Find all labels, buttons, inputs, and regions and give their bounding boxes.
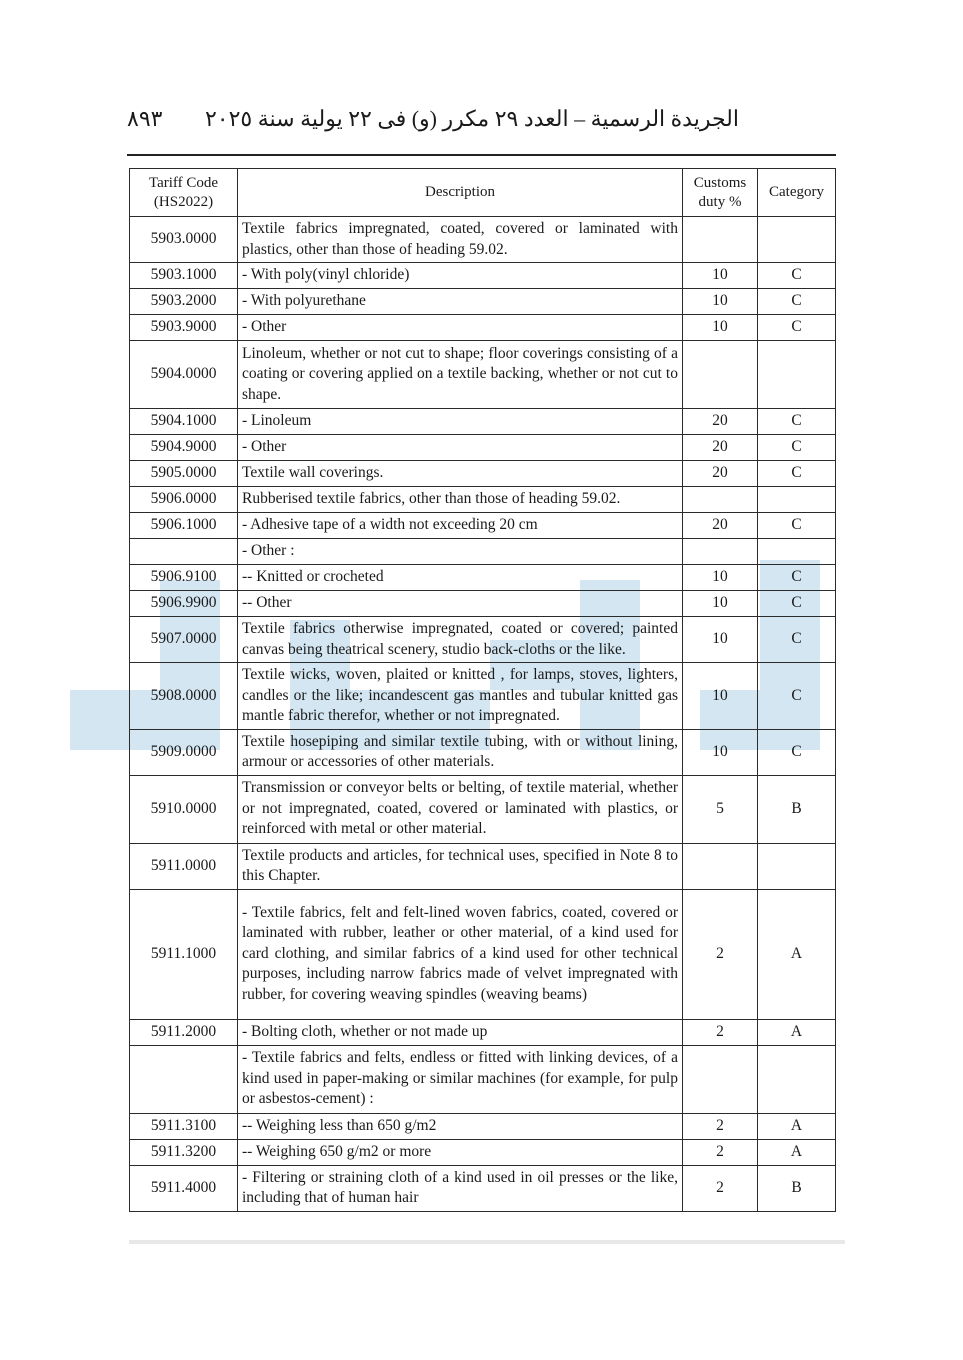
tariff-code-cell: 5909.0000 [130, 729, 238, 775]
category-cell [758, 487, 836, 513]
description-cell: - Other : [238, 539, 683, 565]
table-row [130, 843, 836, 889]
table-row [130, 1139, 836, 1165]
description-cell: Transmission or conveyor belts or belting, of textile material, whether or not impregnated, coated, covered or laminated with plastics, or reinforced with metal or other material. [238, 775, 683, 843]
customs-duty-cell [683, 341, 758, 409]
description-cell: - Textile fabrics, felt and felt-lined woven fabrics, coated, covered or laminated with rubber, leather or other material, of a kind used for card clothing, and similar fabrics of a kind used for other technical purposes, including narrow fabrics made of velvet impregnated with rubber, for covering weaving spindles (weaving beams) [238, 889, 683, 1019]
category-cell: C [758, 409, 836, 435]
description-cell: - Linoleum [238, 409, 683, 435]
customs-duty-cell: 20 [683, 409, 758, 435]
table-row [130, 1045, 836, 1113]
category-cell [758, 1045, 836, 1113]
customs-duty-cell: 5 [683, 775, 758, 843]
table-row [130, 775, 836, 843]
table-row [130, 263, 836, 289]
tariff-code-cell: 5910.0000 [130, 775, 238, 843]
tariff-code-cell: 5911.3100 [130, 1113, 238, 1139]
description-cell: Textile hosepiping and similar textile tubing, with or without lining, armour or accessories of other materials. [238, 729, 683, 775]
tariff-code-cell: 5908.0000 [130, 663, 238, 730]
tariff-code-cell [130, 539, 238, 565]
description-cell: -- Other [238, 591, 683, 617]
customs-duty-cell: 2 [683, 1139, 758, 1165]
description-cell: Textile products and articles, for technical uses, specified in Note 8 to this Chapter. [238, 843, 683, 889]
tariff-code-cell: 5903.1000 [130, 263, 238, 289]
page-edge [129, 1240, 845, 1244]
category-cell: B [758, 1165, 836, 1211]
customs-duty-cell: 10 [683, 617, 758, 663]
category-cell: C [758, 565, 836, 591]
table-row [130, 341, 836, 409]
customs-duty-cell: 10 [683, 591, 758, 617]
table-row [130, 1165, 836, 1211]
description-cell: - Textile fabrics and felts, endless or fitted with linking devices, of a kind used in paper-making or similar machines (for example, for pulp or asbestos-cement) : [238, 1045, 683, 1113]
description-cell: Textile fabrics otherwise impregnated, coated or covered; painted canvas being theatrical scenery, studio back-cloths or the like. [238, 617, 683, 663]
customs-duty-cell: 10 [683, 729, 758, 775]
tariff-code-cell: 5911.2000 [130, 1019, 238, 1045]
tariff-code-cell: 5904.0000 [130, 341, 238, 409]
customs-duty-cell: 2 [683, 1165, 758, 1211]
description-cell: Textile fabrics impregnated, coated, covered or laminated with plastics, other than those of heading 59.02. [238, 217, 683, 263]
customs-duty-cell: 2 [683, 1113, 758, 1139]
description-cell: -- Weighing less than 650 g/m2 [238, 1113, 683, 1139]
table-row [130, 1019, 836, 1045]
customs-duty-cell: 2 [683, 889, 758, 1019]
category-cell: C [758, 663, 836, 730]
table-row [130, 565, 836, 591]
tariff-code-cell: 5906.0000 [130, 487, 238, 513]
header-category: Category [758, 169, 836, 217]
tariff-code-cell: 5905.0000 [130, 461, 238, 487]
table-row [130, 409, 836, 435]
description-cell: Linoleum, whether or not cut to shape; floor coverings consisting of a coating or covering applied on a textile backing, whether or not cut to shape. [238, 341, 683, 409]
description-cell: - Adhesive tape of a width not exceeding 20 cm [238, 513, 683, 539]
description-cell: Rubberised textile fabrics, other than those of heading 59.02. [238, 487, 683, 513]
table-row [130, 435, 836, 461]
customs-duty-cell: 2 [683, 1019, 758, 1045]
table-row [130, 591, 836, 617]
table-row [130, 315, 836, 341]
header-tariff-code: Tariff Code (HS2022) [130, 169, 238, 217]
tariff-table [129, 168, 836, 1212]
table-row [130, 487, 836, 513]
tariff-code-cell: 5911.1000 [130, 889, 238, 1019]
category-cell: A [758, 889, 836, 1019]
description-cell: - With polyurethane [238, 289, 683, 315]
category-cell: C [758, 617, 836, 663]
customs-duty-cell [683, 539, 758, 565]
customs-duty-cell [683, 487, 758, 513]
category-cell: C [758, 513, 836, 539]
description-cell: - Other [238, 315, 683, 341]
category-cell: A [758, 1113, 836, 1139]
customs-duty-cell [683, 1045, 758, 1113]
category-cell [758, 843, 836, 889]
tariff-code-cell: 5907.0000 [130, 617, 238, 663]
customs-duty-cell: 10 [683, 315, 758, 341]
page-number: ٨٩٣ [127, 106, 163, 131]
customs-duty-cell [683, 843, 758, 889]
description-cell: Textile wall coverings. [238, 461, 683, 487]
tariff-code-cell: 5903.2000 [130, 289, 238, 315]
tariff-code-cell: 5911.0000 [130, 843, 238, 889]
table-row [130, 217, 836, 263]
tariff-code-cell [130, 1045, 238, 1113]
tariff-code-cell: 5911.4000 [130, 1165, 238, 1211]
table-row [130, 663, 836, 730]
tariff-code-cell: 5904.1000 [130, 409, 238, 435]
header-divider [127, 154, 836, 156]
description-cell: - Other [238, 435, 683, 461]
category-cell: C [758, 315, 836, 341]
description-cell: - With poly(vinyl chloride) [238, 263, 683, 289]
category-cell: C [758, 263, 836, 289]
customs-duty-cell: 10 [683, 263, 758, 289]
category-cell [758, 341, 836, 409]
customs-duty-cell [683, 217, 758, 263]
description-cell: - Bolting cloth, whether or not made up [238, 1019, 683, 1045]
description-cell: - Filtering or straining cloth of a kind used in oil presses or the like, including that of human hair [238, 1165, 683, 1211]
table-row [130, 539, 836, 565]
description-cell: Textile wicks, woven, plaited or knitted , for lamps, stoves, lighters, candles or the like; incandescent gas mantles and tubular knitted gas mantle fabric therefor, whether or not impregnated. [238, 663, 683, 730]
tariff-code-cell: 5906.1000 [130, 513, 238, 539]
table-body [130, 217, 836, 1212]
description-cell: -- Knitted or crocheted [238, 565, 683, 591]
tariff-code-cell: 5904.9000 [130, 435, 238, 461]
customs-duty-cell: 20 [683, 461, 758, 487]
tariff-code-cell: 5906.9100 [130, 565, 238, 591]
page-header [127, 104, 836, 144]
table-header-row [130, 169, 836, 217]
tariff-table-container [129, 168, 835, 1212]
category-cell: C [758, 729, 836, 775]
table-row [130, 461, 836, 487]
header-description: Description [238, 169, 683, 217]
customs-duty-cell: 10 [683, 289, 758, 315]
category-cell: A [758, 1139, 836, 1165]
tariff-code-cell: 5903.0000 [130, 217, 238, 263]
customs-duty-cell: 20 [683, 513, 758, 539]
category-cell [758, 217, 836, 263]
table-row [130, 729, 836, 775]
table-row [130, 1113, 836, 1139]
category-cell: C [758, 461, 836, 487]
gazette-title: الجريدة الرسمية – العدد ٢٩ مكرر (و) فى ٢٢ يولية سنة ٢٠٢٥ [204, 106, 739, 131]
customs-duty-cell: 20 [683, 435, 758, 461]
category-cell: B [758, 775, 836, 843]
header-customs-duty: Customs duty % [683, 169, 758, 217]
description-cell: -- Weighing 650 g/m2 or more [238, 1139, 683, 1165]
table-row [130, 617, 836, 663]
table-row [130, 889, 836, 1019]
category-cell: A [758, 1019, 836, 1045]
tariff-code-cell: 5906.9900 [130, 591, 238, 617]
tariff-code-cell: 5903.9000 [130, 315, 238, 341]
category-cell [758, 539, 836, 565]
category-cell: C [758, 289, 836, 315]
customs-duty-cell: 10 [683, 565, 758, 591]
category-cell: C [758, 435, 836, 461]
tariff-code-cell: 5911.3200 [130, 1139, 238, 1165]
category-cell: C [758, 591, 836, 617]
table-row [130, 289, 836, 315]
table-row [130, 513, 836, 539]
customs-duty-cell: 10 [683, 663, 758, 730]
